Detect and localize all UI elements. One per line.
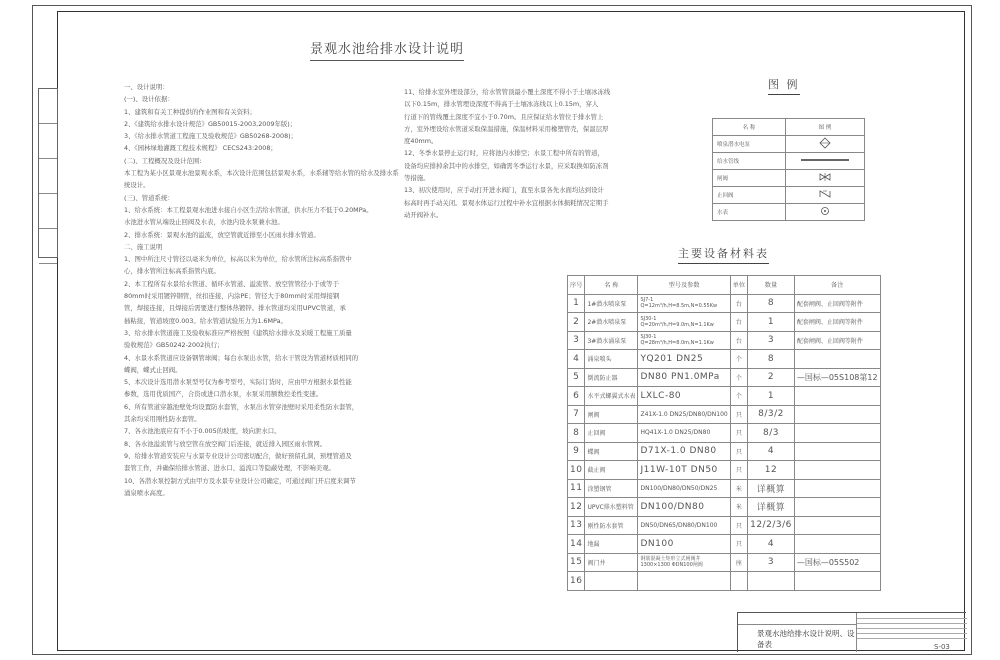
legend-row [713, 187, 865, 204]
cell-note: 配套闸阀、止回阀等附件 [794, 331, 880, 350]
note-line: 4、《园林绿地灌溉工程技术规程》 CECS243:2008； [124, 144, 277, 153]
legend-header-name: 名 称 [713, 119, 786, 136]
cell-unit: 只 [730, 535, 747, 554]
table-row [568, 368, 881, 387]
cell-qty: 8 [748, 350, 795, 369]
note-line: 设备均应排掉余其中的水排空，如确需冬季运行水景，应采取换如防冻剂 [404, 161, 609, 170]
cell-unit: 座 [730, 553, 747, 572]
cell-unit: 台 [730, 313, 747, 332]
cell-qty: 8 [748, 294, 795, 313]
note-line: 管，焊接连接，且焊接后需要进行整体热镀锌。排水管道均采用UPVC管道，承 [124, 304, 346, 313]
cell-note [794, 424, 880, 443]
cell-note [794, 461, 880, 480]
cell-model: Z41X-1.0 DN25/DN80/DN100 [638, 405, 730, 424]
cell-note: —国标—05S502 [794, 553, 880, 572]
cell-model: SJ7-1 Q=12m³/h,H=8.5m,N=0.55Kw [638, 294, 730, 313]
note-line: 统设计。 [124, 181, 150, 190]
cell-unit: 只 [730, 442, 747, 461]
cell-name: 涂塑钢管 [585, 479, 638, 498]
note-line: 行道下的管线覆土深度不宜小于0.70m。且应保证给水管位于排水管上 [404, 112, 604, 121]
note-line: 二、施工说明 [124, 242, 163, 251]
note-line: 验收规范》GB50242-2002执行； [124, 341, 224, 350]
note-line: 水池进水管从端设止回阀及水表，水池内设水泵兼水池。 [124, 218, 284, 227]
note-line: 1、给水系统：本工程景观水池进水接自小区生活给水管道，供水压力不低于0.20MPa。 [124, 205, 373, 214]
cell-unit: 米 [730, 479, 747, 498]
note-line: (二)、工程概况及设计范围: [124, 156, 202, 165]
cell-name: 止回阀 [585, 424, 638, 443]
cell-model: D71X-1.0 DN80 [638, 442, 730, 461]
note-line: 标高时再手动关闭。景观水体运行过程中补水宜根据水体损耗情况定期手 [404, 198, 609, 207]
cell-note: 配套闸阀、止回阀等附件 [794, 294, 880, 313]
cell-qty: 4 [748, 442, 795, 461]
table-row [568, 294, 881, 313]
note-line: 其余均采用刚性防水套管。 [124, 415, 201, 424]
equip-header-model: 型号及参数 [638, 276, 730, 295]
equip-header-name: 名 称 [585, 276, 638, 295]
cell-qty [748, 572, 795, 591]
cell-qty: 12 [748, 461, 795, 480]
gate-valve-icon [795, 171, 855, 183]
table-row [568, 350, 881, 369]
note-line: (一)、设计依据： [124, 95, 174, 104]
cell-no: 4 [568, 350, 585, 369]
cell-model: SJ30-1 Q=20m³/h,H=9.0m,N=1.1Kw [638, 313, 730, 332]
legend-symbol [786, 136, 865, 153]
note-line: 参数，选用优质国产，合资或进口潜水泵，水泵采用额数控柔性变速。 [124, 390, 323, 399]
cell-name: 刚性防水套管 [585, 516, 638, 535]
cell-name: 水平式螺翼式水表 [585, 387, 638, 406]
cell-model: DN100 [638, 535, 730, 554]
legend-symbol [786, 204, 865, 221]
table-row [568, 516, 881, 535]
note-line: 6、所有管道穿越池壁处均设置防水套管，水泵出水管穿池壁时采用柔性防水套管， [124, 402, 359, 411]
table-row [568, 424, 881, 443]
note-line: 心，排水管所注标高系指管内底。 [124, 267, 220, 276]
cell-qty: 8/3 [748, 424, 795, 443]
drawing-name: 景观水池给排水设计说明、设备表 [757, 629, 855, 649]
note-line: 度40mm。 [404, 137, 438, 146]
legend-row [713, 153, 865, 170]
note-line: 1、建筑和有关工种提供的作业图和有关资料； [124, 107, 256, 116]
table-row [568, 572, 881, 591]
cell-note: 配套闸阀、止回阀等附件 [794, 313, 880, 332]
cell-no: 15 [568, 553, 585, 572]
cell-model: DN100/DN80 [638, 498, 730, 517]
note-line: 套管工作，并确保给排水管道、进水口、溢流口等隐蔽处理，不影响美观。 [124, 464, 335, 473]
cell-model: DN80 PN1.0MPa [638, 368, 730, 387]
note-line: 1、图中所注尺寸管径以毫米为单位，标高以米为单位，给水管所注标高系指管中 [124, 255, 352, 264]
cell-name: 3#潜水涌泉泵 [585, 331, 638, 350]
cell-no: 11 [568, 479, 585, 498]
check-valve-icon [795, 188, 855, 200]
legend-header-symbol: 图 例 [786, 119, 865, 136]
note-line: 3、《给水排水管道工程施工及验收规范》GB50268-2008)； [124, 132, 298, 141]
project-field [738, 613, 856, 625]
cell-model: SJ30-1 Q=28m³/h,H=8.0m,N=1.1Kw [638, 331, 730, 350]
cell-name [585, 572, 638, 591]
note-line: 涌泉喷水高度。 [124, 488, 169, 497]
page-title: 景观水池给排水设计说明 [310, 38, 464, 61]
cell-unit: 只 [730, 424, 747, 443]
legend-row [713, 204, 865, 221]
note-line: 3、给水排水管道施工及验收标准应严格按照《建筑给水排水及采暖工程施工质量 [124, 328, 352, 337]
note-line: 11、给排水室外埋设部分，给水管管顶最小覆土深度不得小于土壤冰冻线 [404, 88, 611, 96]
note-line: 9、给排水管道安装应与水景专业设计公司密切配合，做好预留孔洞，预埋管道及 [124, 451, 352, 460]
note-line: 5、本次设计选用潜水泵型号仅为参考型号，实际订货时，应由甲方根据水景性能 [124, 378, 352, 387]
cell-note [794, 350, 880, 369]
note-line: 方，室外埋设给水管道采取保温措施，保温材料采用橡塑管壳，保温层厚 [404, 124, 609, 133]
cell-unit: 个 [730, 350, 747, 369]
legend-name: 水表 [713, 204, 786, 221]
cell-no: 8 [568, 424, 585, 443]
legend-symbol [786, 170, 865, 187]
cell-model: 钢筋混凝土矩形立式闸阀井 1300×1300 ΦDN100闸阀 [638, 553, 730, 572]
legend-symbol [786, 153, 865, 170]
note-line: 80mm时采用镀锌钢管，丝扣连接，内涂PE；管径大于80mm时采用焊接钢 [124, 292, 340, 301]
note-line: 本工程为某小区景观水池景观水系，本次设计范围包括景观水系，水系辅等给水管的给水及排水系 [124, 169, 399, 178]
table-row [568, 387, 881, 406]
cell-qty: 详概算 [748, 498, 795, 517]
cell-unit: 台 [730, 294, 747, 313]
cell-name: 涌泉喷头 [585, 350, 638, 369]
legend-table [712, 118, 865, 221]
design-notes-left [124, 81, 399, 499]
cell-no: 7 [568, 405, 585, 424]
cell-unit: 米 [730, 498, 747, 517]
cell-name: 截止阀 [585, 461, 638, 480]
cell-no: 3 [568, 331, 585, 350]
drawing-number: S-03 [934, 643, 950, 651]
equip-header-qty: 数量 [748, 276, 795, 295]
equipment-title: 主要设备材料表 [678, 245, 769, 264]
cell-qty: 12/2/3/6 [748, 516, 795, 535]
note-line: 动开阀补水。 [404, 210, 443, 219]
binding-stamp [38, 88, 58, 258]
note-line: 10、各潜水泵控制方式由甲方及水景专业设计公司确定，可通过阀门开启度来调节 [124, 476, 356, 485]
note-line: 以下0.15m，排水管埋设深度不得高于土壤冰冻线以上0.15m，穿人 [404, 100, 599, 109]
cell-no: 6 [568, 387, 585, 406]
cell-unit: 只 [730, 461, 747, 480]
design-notes-right [404, 86, 644, 221]
cell-qty: 详概算 [748, 479, 795, 498]
cell-no: 2 [568, 313, 585, 332]
table-row [568, 405, 881, 424]
cell-name: 地漏 [585, 535, 638, 554]
cell-model: LXLC-80 [638, 387, 730, 406]
cell-model: HQ41X-1.0 DN25/DN80 [638, 424, 730, 443]
cell-note [794, 572, 880, 591]
table-row [568, 498, 881, 517]
equipment-table [567, 275, 881, 591]
cell-unit: 台 [730, 331, 747, 350]
legend-name: 给水管线 [713, 153, 786, 170]
cell-qty: 2 [748, 368, 795, 387]
table-row [568, 461, 881, 480]
cell-model [638, 572, 730, 591]
table-row [568, 479, 881, 498]
cell-unit [730, 572, 747, 591]
cell-note: —国标—05S108第12 [794, 368, 880, 387]
note-line: 2、《建筑给水排水设计规范》GB50015-2003,2009年版)； [124, 119, 297, 128]
cell-unit: 个 [730, 368, 747, 387]
cell-name: 倒流防止器 [585, 368, 638, 387]
legend-name: 止回阀 [713, 187, 786, 204]
cell-note [794, 498, 880, 517]
note-line: 等措施。 [404, 174, 430, 183]
cell-model: DN50/DN65/DN80/DN100 [638, 516, 730, 535]
cell-no: 5 [568, 368, 585, 387]
note-line: 4、水景水系管道应设备钢管球阀；每台水泵出水管，给水干管设为管道材质相同的 [124, 353, 359, 362]
note-line: 插粘接，管道坡度0.003。给水管道试验压力为1.6MPa。 [124, 316, 287, 325]
cell-model: J11W-10T DN50 [638, 461, 730, 480]
pump-icon [795, 137, 855, 149]
legend-symbol [786, 187, 865, 204]
note-line: 一、设计说明： [124, 83, 169, 91]
cell-note [794, 479, 880, 498]
table-row [568, 553, 881, 572]
cell-no: 14 [568, 535, 585, 554]
pipe-line [795, 154, 855, 166]
cell-qty: 3 [748, 331, 795, 350]
cell-qty: 1 [748, 313, 795, 332]
note-line: 蝶阀，蝶式止回阀。 [124, 365, 182, 374]
note-line: (三)、管道系统： [124, 193, 174, 202]
equip-header-note: 备注 [794, 276, 880, 295]
title-block [737, 612, 966, 652]
cell-note [794, 535, 880, 554]
cell-name: 阀门井 [585, 553, 638, 572]
legend-name: 喷泉潜水电泵 [713, 136, 786, 153]
note-line: 12、冬季水景停止运行时，应将池内水排空；水景工程中所有的管道， [404, 149, 604, 158]
cell-name: 1#潜水喷泉泵 [585, 294, 638, 313]
cell-no: 13 [568, 516, 585, 535]
legend-title: 图 例 [768, 76, 800, 95]
cell-no: 16 [568, 572, 585, 591]
title-block-grid [856, 613, 967, 652]
cell-unit: 只 [730, 516, 747, 535]
cell-name: 蝶阀 [585, 442, 638, 461]
note-line: 2、排水系统：景观水池的溢流，放空管就近排至小区雨水排水管道。 [124, 230, 320, 239]
cell-model: DN100/DN80/DN50/DN25 [638, 479, 730, 498]
legend-name: 闸阀 [713, 170, 786, 187]
cell-name: 闸阀 [585, 405, 638, 424]
cell-note [794, 387, 880, 406]
cell-qty: 4 [748, 535, 795, 554]
table-row [568, 331, 881, 350]
table-row [568, 442, 881, 461]
cell-qty: 1 [748, 387, 795, 406]
cell-qty: 3 [748, 553, 795, 572]
cell-unit: 个 [730, 387, 747, 406]
cell-no: 10 [568, 461, 585, 480]
equip-header-unit: 单位 [730, 276, 747, 295]
cell-no: 1 [568, 294, 585, 313]
legend-row [713, 136, 865, 153]
cell-qty: 8/3/2 [748, 405, 795, 424]
note-line: 7、各水池池底应有不小于0.005的坡度，坡向泄水口。 [124, 427, 281, 436]
cell-note [794, 516, 880, 535]
water-meter-icon [795, 205, 855, 217]
legend-row [713, 170, 865, 187]
cell-note [794, 405, 880, 424]
cell-model: YQ201 DN25 [638, 350, 730, 369]
cell-note [794, 442, 880, 461]
cell-no: 12 [568, 498, 585, 517]
equip-header-no: 序号 [568, 276, 585, 295]
note-line: 13、初次使用时，应手动打开进水阀门，直至水景各先水面均达到设计 [404, 186, 604, 195]
table-row [568, 535, 881, 554]
cell-name: UPVC排水塑料管 [585, 498, 638, 517]
note-line: 8、各水池溢流管与放空管在放空阀门后连接，就近排入园区雨水管网。 [124, 439, 327, 448]
note-line: 2、本工程所有水景给水管道、循环水管道、溢流管、放空管管径小于或等于 [124, 279, 339, 288]
cell-no: 9 [568, 442, 585, 461]
table-row [568, 313, 881, 332]
cell-name: 2#潜水喷泉泵 [585, 313, 638, 332]
cell-unit: 只 [730, 405, 747, 424]
